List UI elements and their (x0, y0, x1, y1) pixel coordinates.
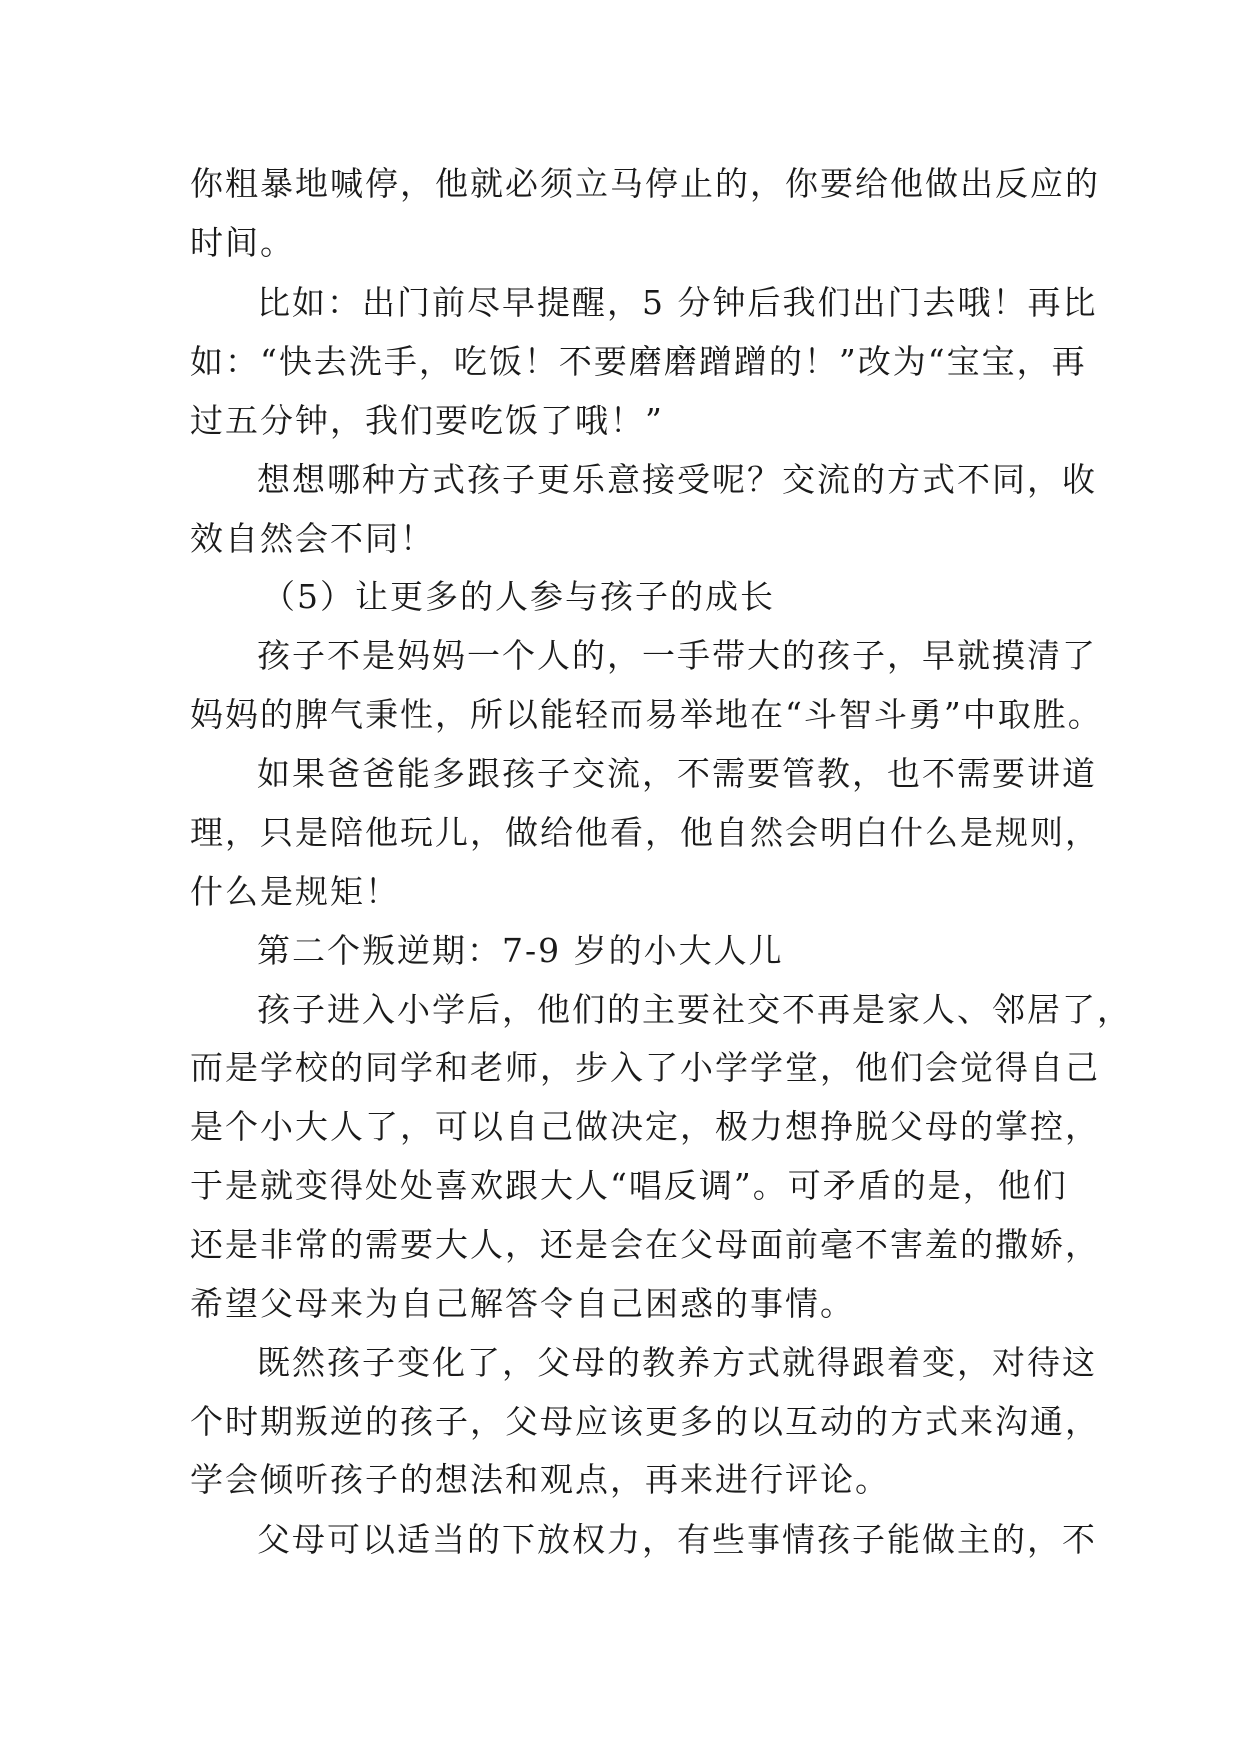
text-line: 还是非常的需要大人，还是会在父母面前毫不害羞的撒娇， (190, 1225, 1100, 1264)
text-line: 你粗暴地喊停，他就必须立马停止的，你要给他做出反应的 (190, 164, 1100, 203)
text-line: 是个小大人了，可以自己做决定，极力想挣脱父母的掌控， (190, 1107, 1100, 1146)
text-line: 父母可以适当的下放权力，有些事情孩子能做主的，不 (257, 1520, 1097, 1559)
text-line: 孩子进入小学后，他们的主要社交不再是家人、邻居了， (257, 990, 1132, 1029)
text-line: 比如：出门前尽早提醒，5 分钟后我们出门去哦！再比 (257, 283, 1098, 322)
text-line: 想想哪种方式孩子更乐意接受呢？交流的方式不同，收 (257, 460, 1097, 499)
text-line: 而是学校的同学和老师，步入了小学学堂，他们会觉得自己 (190, 1048, 1100, 1087)
section-heading: （5）让更多的人参与孩子的成长 (262, 577, 775, 616)
text-line: 什么是规矩！ (190, 872, 400, 911)
text-line: 时间。 (190, 223, 295, 262)
text-line: 如：“快去洗手，吃饭！不要磨磨蹭蹭的！”改为“宝宝，再 (190, 342, 1087, 381)
section-heading: 第二个叛逆期：7-9 岁的小大人儿 (257, 931, 784, 970)
text-line: 个时期叛逆的孩子，父母应该更多的以互动的方式来沟通， (190, 1402, 1100, 1441)
text-line: 效自然会不同！ (190, 519, 435, 558)
text-line: 于是就变得处处喜欢跟大人“唱反调”。可矛盾的是，他们 (190, 1166, 1068, 1205)
text-line: 妈妈的脾气秉性，所以能轻而易举地在“斗智斗勇”中取胜。 (190, 695, 1103, 734)
text-line: 学会倾听孩子的想法和观点，再来进行评论。 (190, 1460, 890, 1499)
text-line: 希望父母来为自己解答令自己困惑的事情。 (190, 1284, 855, 1323)
text-line: 孩子不是妈妈一个人的，一手带大的孩子，早就摸清了 (257, 636, 1097, 675)
text-line: 既然孩子变化了，父母的教养方式就得跟着变，对待这 (257, 1343, 1097, 1382)
text-line: 如果爸爸能多跟孩子交流，不需要管教，也不需要讲道 (257, 754, 1097, 793)
text-line: 理，只是陪他玩儿，做给他看，他自然会明白什么是规则， (190, 813, 1100, 852)
text-line: 过五分钟，我们要吃饭了哦！” (190, 401, 664, 440)
